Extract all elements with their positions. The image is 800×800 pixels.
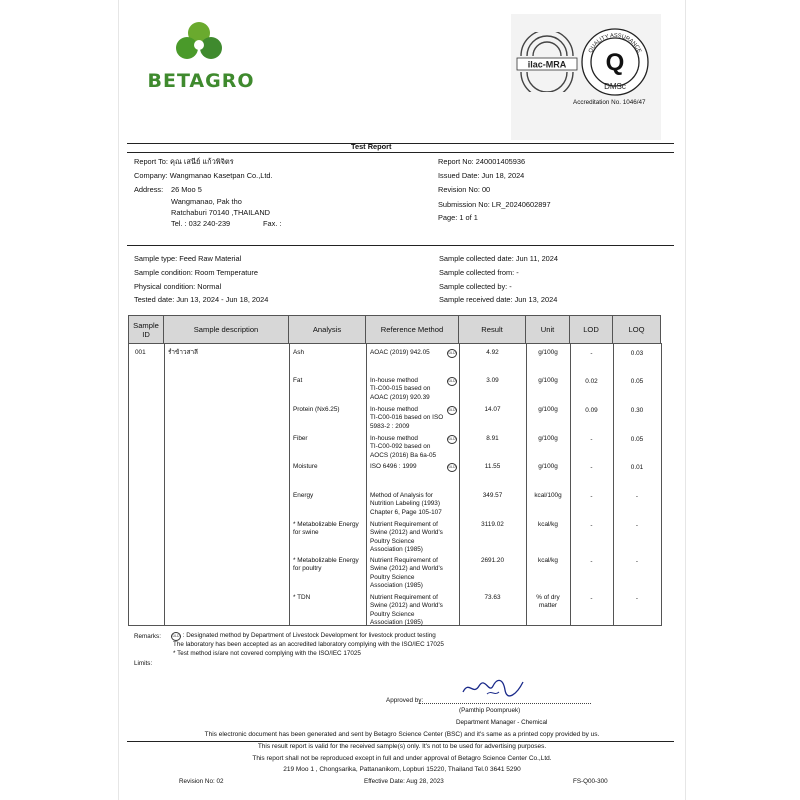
loq-cell: 0.05	[630, 378, 644, 385]
remarks-label: Remarks:	[134, 633, 161, 640]
method-cell: Nutrient Requirement of	[370, 521, 438, 528]
method-cell: TI-C00-016 based on ISO	[370, 414, 444, 422]
electronic-notice: This electronic document has been generated and sent by Betagro Science Center (BSC) and it's same as a printed copy provided by us.	[204, 731, 600, 738]
address-label: Address:	[134, 185, 164, 194]
method-cell: Association (1985)	[370, 582, 423, 590]
unit-cell: g/100g	[538, 463, 558, 470]
loq-cell: 0.03	[630, 350, 644, 357]
unit-cell: kcal/kg	[538, 521, 558, 528]
analysis-cell: Energy	[293, 492, 314, 499]
unit-cell: % of dry	[536, 594, 560, 601]
tested-date: Tested date: Jun 13, 2024 - Jun 18, 2024	[134, 295, 269, 304]
effective-date: Effective Date: Aug 28, 2023	[364, 778, 444, 785]
unit-cell: kcal/kg	[538, 557, 558, 564]
approver-name: (Pamthip Poompruek)	[459, 707, 521, 714]
lod-cell: -	[590, 464, 593, 471]
method-cell: Swine (2012) and World's	[370, 565, 443, 573]
result-cell: 3119.02	[481, 521, 504, 528]
method-cell: Method of Analysis for	[370, 492, 433, 499]
report-title: Test Report	[351, 142, 392, 151]
method-cell: Swine (2012) and World's	[370, 602, 443, 610]
loq-cell: 0.30	[630, 407, 644, 414]
loq-cell: -	[635, 493, 639, 500]
method-cell: Chapter 6, Page 105-107	[370, 508, 442, 516]
method-cell: Association (1985)	[370, 619, 423, 627]
ilac-text: ilac-MRA	[527, 59, 567, 70]
method-cell: AOCS (2016) Ba 6a-05	[370, 451, 437, 459]
address-line-2: Wangmanao, Pak tho	[171, 197, 242, 206]
lod-cell: -	[590, 558, 593, 565]
dld-method-icon: DLD	[447, 377, 457, 386]
result-cell: 2691.20	[480, 557, 505, 564]
header-unit: Unit	[526, 316, 570, 344]
lod-cell: -	[590, 436, 593, 443]
physical-condition: Physical condition: Normal	[134, 282, 222, 291]
betagro-logo	[147, 20, 255, 94]
method-cell: 5983-2 : 2009	[370, 422, 410, 430]
sample-received-date: Sample received date: Jun 13, 2024	[439, 295, 558, 304]
report-no: Report No: 240001405936	[438, 157, 526, 166]
unit-cell: g/100g	[538, 377, 558, 384]
method-cell: Nutrient Requirement of	[370, 557, 438, 564]
accreditation-number: Accreditation No. 1046/47	[573, 99, 646, 106]
sample-collected-from: Sample collected from: -	[439, 268, 519, 277]
lod-cell: 0.09	[585, 407, 598, 414]
revision-no: Revision No: 00	[438, 185, 491, 194]
signature-icon	[459, 672, 529, 700]
remarks-line-2: The laboratory has been accepted as an accredited laboratory complying with the ISO/IEC 17025	[173, 641, 444, 648]
qa-arc-text: QUALITY ASSURANCE	[587, 32, 643, 54]
analysis-cell: Fat	[293, 377, 303, 384]
dld-method-icon: DLD	[447, 435, 457, 444]
result-cell: 4.92	[486, 349, 499, 356]
form-revision: Revision No: 02	[179, 778, 224, 785]
issued-date: Issued Date: Jun 18, 2024	[438, 171, 525, 180]
sample-collected-date: Sample collected date: Jun 11, 2024	[439, 254, 559, 263]
method-cell: AOAC (2019) 920.39	[370, 393, 430, 401]
method-cell: Nutrient Requirement of	[370, 594, 438, 601]
page-number: Page: 1 of 1	[438, 213, 478, 222]
analysis-cell: for poultry	[293, 565, 322, 573]
remarks-line-1	[171, 632, 436, 641]
dld-method-icon: DLD	[447, 349, 457, 358]
unit-cell: matter	[538, 602, 558, 610]
sample-collected-by: Sample collected by: -	[439, 282, 512, 291]
unit-cell: kcal/100g	[534, 492, 562, 499]
lod-cell: 0.02	[585, 378, 598, 385]
submission-no: Submission No: LR_20240602897	[438, 200, 551, 209]
loq-cell: -	[635, 558, 639, 565]
fax: Fax. :	[263, 219, 282, 228]
result-cell: 11.55	[484, 463, 501, 470]
dld-method-icon: DLD	[447, 406, 457, 415]
approver-position: Department Manager - Chemical	[456, 719, 548, 726]
result-cell: 73.63	[484, 594, 501, 601]
qa-letter: Q	[605, 49, 625, 76]
unit-cell: g/100g	[538, 406, 558, 413]
method-cell: TI-C00-092 based on	[370, 443, 431, 451]
address-line-1: 26 Moo 5	[171, 185, 202, 194]
signature-line	[419, 703, 591, 704]
report-to: Report To: คุณ เสนีย์ แก้วพิจิตร	[134, 157, 234, 166]
address-line-3: Ratchaburi 70140 ,THAILAND	[171, 208, 271, 217]
method-cell: ISO 6496 : 1999	[370, 463, 417, 470]
result-cell: 3.09	[486, 377, 499, 384]
results-table-header	[128, 315, 661, 344]
loq-cell: -	[635, 522, 639, 529]
dmsc-text: DMSc	[604, 82, 626, 91]
approved-by-label: Approved by:	[386, 697, 424, 704]
brand-name: BETAGRO	[147, 70, 255, 92]
sample-type: Sample type: Feed Raw Material	[134, 254, 242, 263]
method-cell: In-house method	[370, 377, 418, 384]
limits-label: Limits:	[134, 660, 153, 667]
sample-description: รำข้าวสาลี	[168, 349, 198, 356]
report-page	[118, 0, 686, 800]
method-cell: In-house method	[370, 435, 418, 442]
dmsc-quality-icon	[579, 26, 651, 98]
remarks-text-1: : Designated method by Department of Livestock Development for livestock product testing	[182, 632, 436, 639]
analysis-cell: * Metabolizable Energy	[293, 521, 359, 528]
analysis-cell: * Metabolizable Energy	[293, 557, 359, 564]
results-table-body	[128, 343, 662, 626]
remarks-line-3: * Test method is/are not covered complying with the ISO/IEC 17025	[173, 650, 361, 657]
loq-cell: 0.01	[630, 464, 644, 471]
method-cell: Poultry Science	[370, 573, 415, 581]
tel: Tel. : 032 240-239	[171, 219, 231, 228]
result-cell: 14.07	[484, 406, 501, 413]
header-sample-id: Sample ID	[129, 316, 164, 344]
loq-cell: 0.05	[630, 436, 644, 443]
analysis-cell: Fiber	[293, 435, 308, 442]
dld-icon: DLD	[171, 632, 181, 641]
sample-id: 001	[135, 349, 146, 356]
accreditation-box	[511, 14, 661, 140]
method-cell: Association (1985)	[370, 546, 423, 554]
analysis-cell: Moisture	[293, 463, 318, 470]
header-loq: LOQ	[613, 316, 661, 344]
header-sample-description: Sample description	[164, 316, 289, 344]
analysis-cell: Protein (Nx6.25)	[293, 406, 340, 413]
method-cell: AOAC (2019) 942.05	[370, 349, 430, 356]
analysis-cell: Ash	[293, 349, 305, 356]
method-cell: Swine (2012) and World's	[370, 529, 443, 537]
ilac-mra-icon	[515, 32, 579, 92]
method-cell: Nutrition Labeling (1993)	[370, 500, 440, 508]
dld-method-icon: DLD	[447, 463, 457, 472]
loq-cell: -	[635, 595, 639, 602]
lod-cell: -	[590, 595, 593, 602]
header-reference-method: Reference Method	[366, 316, 459, 344]
company: Company: Wangmanao Kasetpan Co.,Ltd.	[134, 171, 273, 180]
result-cell: 349.57	[482, 492, 503, 499]
lod-cell: -	[590, 493, 593, 500]
unit-cell: g/100g	[538, 349, 558, 356]
lod-cell: -	[590, 350, 593, 357]
sample-condition: Sample condition: Room Temperature	[134, 268, 258, 277]
analysis-cell: for swine	[293, 529, 319, 537]
method-cell: In-house method	[370, 406, 418, 413]
header-analysis: Analysis	[289, 316, 366, 344]
header-lod: LOD	[570, 316, 613, 344]
analysis-cell: * TDN	[293, 594, 311, 601]
reproduce-notice: This report shall not be reproduced except in full and under approval of Betagro Science Center Co.,Ltd.	[252, 755, 552, 762]
method-cell: Poultry Science	[370, 537, 415, 545]
unit-cell: g/100g	[538, 435, 558, 442]
valid-notice: This result report is valid for the received sample(s) only. It's not to be used for advertising purposes.	[257, 743, 547, 750]
method-cell: Poultry Science	[370, 610, 415, 618]
header-result: Result	[459, 316, 526, 344]
clover-logo-icon	[161, 20, 237, 68]
method-cell: TI-C00-015 based on	[370, 385, 431, 393]
result-cell: 8.91	[486, 435, 499, 442]
lod-cell: -	[590, 522, 593, 529]
form-number: FS-Q00-300	[573, 778, 608, 785]
lab-address: 219 Moo 1 , Chongsarika, Pattananikom, Lopburi 15220, Thailand Tel.0 3641 5290	[283, 766, 521, 773]
